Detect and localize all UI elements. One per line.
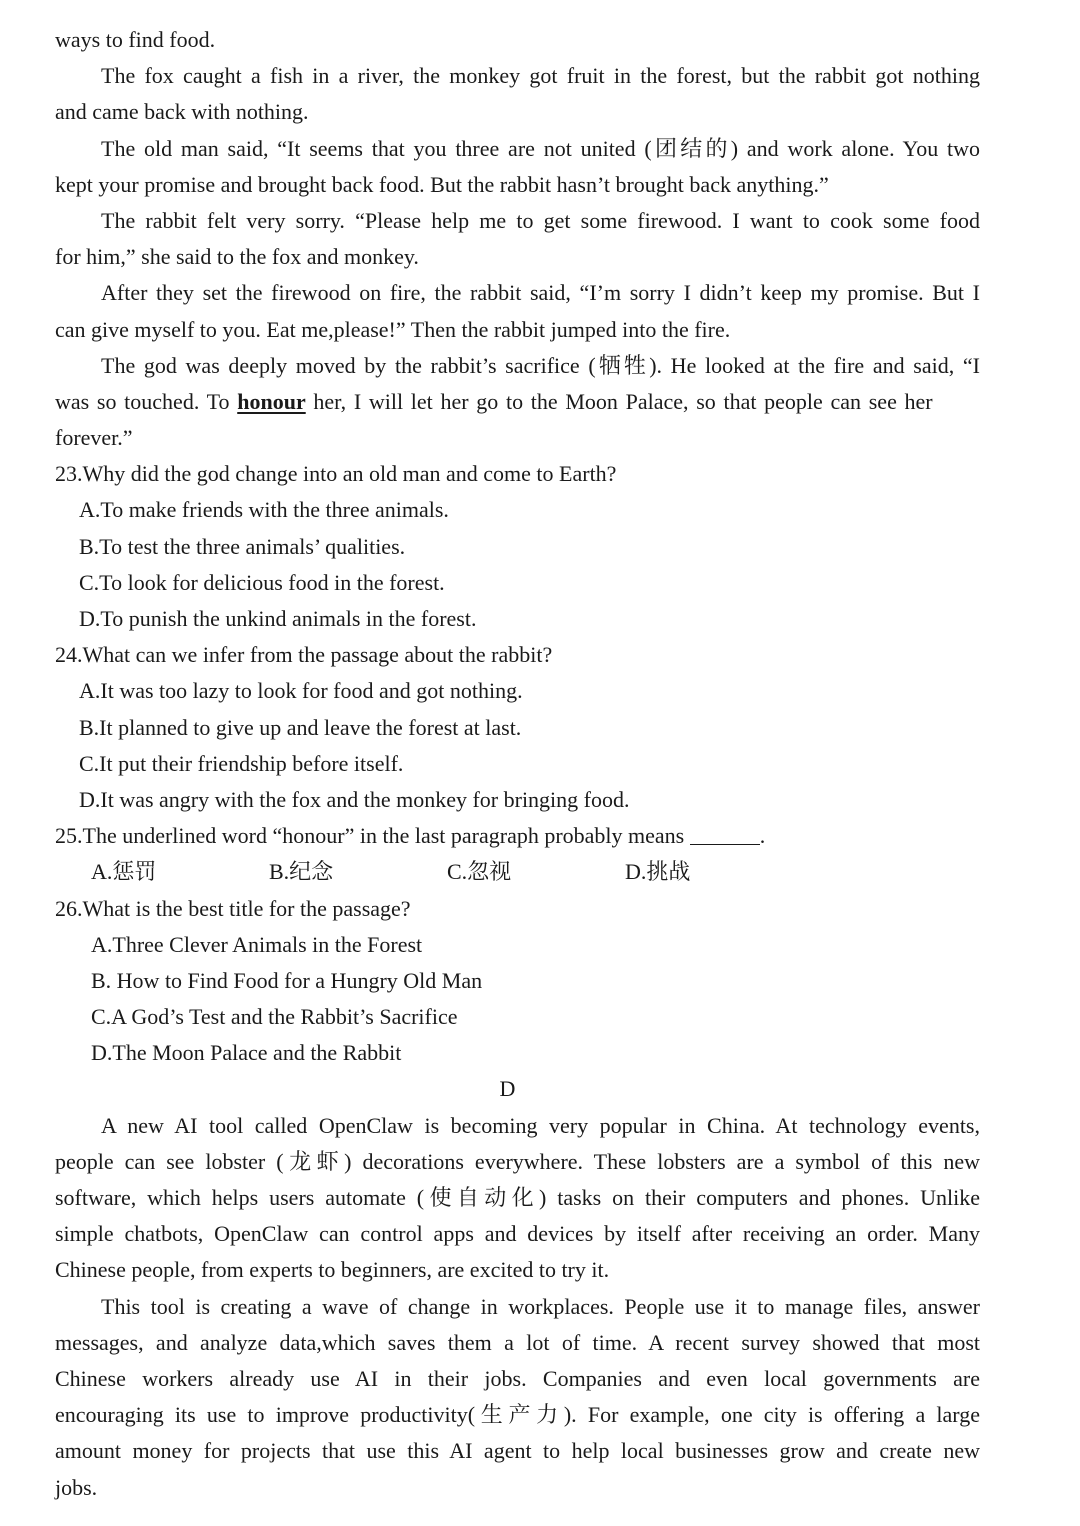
question-25-option-b: B.纪念: [269, 859, 334, 885]
question-25-stem-end: .: [759, 823, 766, 849]
passage-line: kept your promise and brought back food. But the rabbit hasn’t brought back anything.”: [55, 171, 829, 197]
passage-line: for him,” she said to the fox and monkey.: [55, 244, 419, 270]
passage-line: ways to find food.: [55, 27, 216, 52]
question-25-stem-line: [55, 818, 980, 854]
question-25-options: [55, 854, 980, 890]
passage-line: The god was deeply moved by the rabbit’s sacrifice (牺牲). He looked at the fire and said, “I: [101, 352, 980, 378]
passage-line: messages, and analyze data,which saves them a lot of time. A recent survey showed that most: [55, 1329, 980, 1355]
passage-line-honour: [55, 384, 980, 420]
passage-line: Chinese people, from experts to beginners, are excited to try it.: [55, 1257, 610, 1283]
question-23-option-d: D.To punish the unkind animals in the forest.: [79, 606, 477, 631]
question-25-stem: 25.The underlined word “honour” in the last paragraph probably means: [55, 823, 685, 849]
passage-line: people can see lobster (龙虾) decorations everywhere. These lobsters are a symbol of this new: [55, 1148, 980, 1174]
question-24-option-b: B.It planned to give up and leave the forest at last.: [79, 714, 522, 740]
question-26-option-b: B. How to Find Food for a Hungry Old Man: [91, 967, 483, 993]
passage-line: encouraging its use to improve productivity(生产力). For example, one city is offering a large: [55, 1402, 980, 1428]
answer-blank: [690, 822, 760, 845]
text-segment: her, I will let her go to the Moon Palace, so that people can see her: [305, 388, 933, 414]
passage-line: After they set the firewood on fire, the rabbit said, “I’m sorry I didn’t keep my promise. But I: [101, 280, 980, 306]
passage-line: The rabbit felt very sorry. “Please help me to get some firewood. I want to cook some food: [101, 207, 980, 233]
passage-line: forever.”: [55, 425, 133, 451]
passage-line: Chinese workers already use AI in their jobs. Companies and even local governments are: [55, 1365, 980, 1391]
question-25-option-c: C.忽视: [447, 859, 512, 885]
question-26-option-d: D.The Moon Palace and the Rabbit: [91, 1040, 402, 1066]
passage-line: can give myself to you. Eat me,please!” Then the rabbit jumped into the fire.: [55, 316, 731, 342]
question-23-option-c: C.To look for delicious food in the forest.: [79, 569, 445, 595]
passage-line: software, which helps users automate (使自动化) tasks on their computers and phones. Unlike: [55, 1185, 980, 1210]
passage-line: and came back with nothing.: [55, 99, 309, 125]
passage-line: The fox caught a fish in a river, the monkey got fruit in the forest, but the rabbit got nothing: [101, 63, 980, 89]
text-segment: was so touched. To: [55, 388, 238, 414]
passage-line: The old man said, “It seems that you three are not united (团结的) and work alone. You two: [101, 135, 980, 161]
underlined-word-honour: honour: [237, 388, 306, 414]
question-24-stem: 24.What can we infer from the passage about the rabbit?: [55, 642, 553, 668]
passage-line: amount money for projects that use this AI agent to help local businesses grow and create new: [55, 1438, 980, 1464]
question-26-stem: 26.What is the best title for the passage?: [55, 895, 411, 921]
passage-line: A new AI tool called OpenClaw is becoming very popular in China. At technology events,: [101, 1112, 980, 1138]
question-23-stem: 23.Why did the god change into an old man and come to Earth?: [55, 461, 617, 487]
question-23-option-b: B.To test the three animals’ qualities.: [79, 533, 406, 559]
question-25-option-d: D.挑战: [625, 859, 691, 885]
question-24-option-a: A.It was too lazy to look for food and got nothing.: [79, 678, 523, 704]
question-24-option-c: C.It put their friendship before itself.: [79, 750, 404, 776]
passage-line: simple chatbots, OpenClaw can control apps and devices by itself after receiving an order. Many: [55, 1221, 980, 1247]
passage-line: This tool is creating a wave of change in workplaces. People use it to manage files, answer: [101, 1293, 980, 1319]
question-24-option-d: D.It was angry with the fox and the monkey for bringing food.: [79, 786, 630, 812]
question-23-option-a: A.To make friends with the three animals.: [79, 497, 449, 523]
section-heading-d: D: [499, 1076, 516, 1102]
exam-page: [55, 22, 980, 1506]
question-26-option-a: A.Three Clever Animals in the Forest: [91, 931, 423, 957]
passage-line: jobs.: [55, 1474, 98, 1500]
question-26-option-c: C.A God’s Test and the Rabbit’s Sacrifice: [91, 1004, 458, 1030]
question-25-option-a: A.惩罚: [91, 859, 157, 885]
